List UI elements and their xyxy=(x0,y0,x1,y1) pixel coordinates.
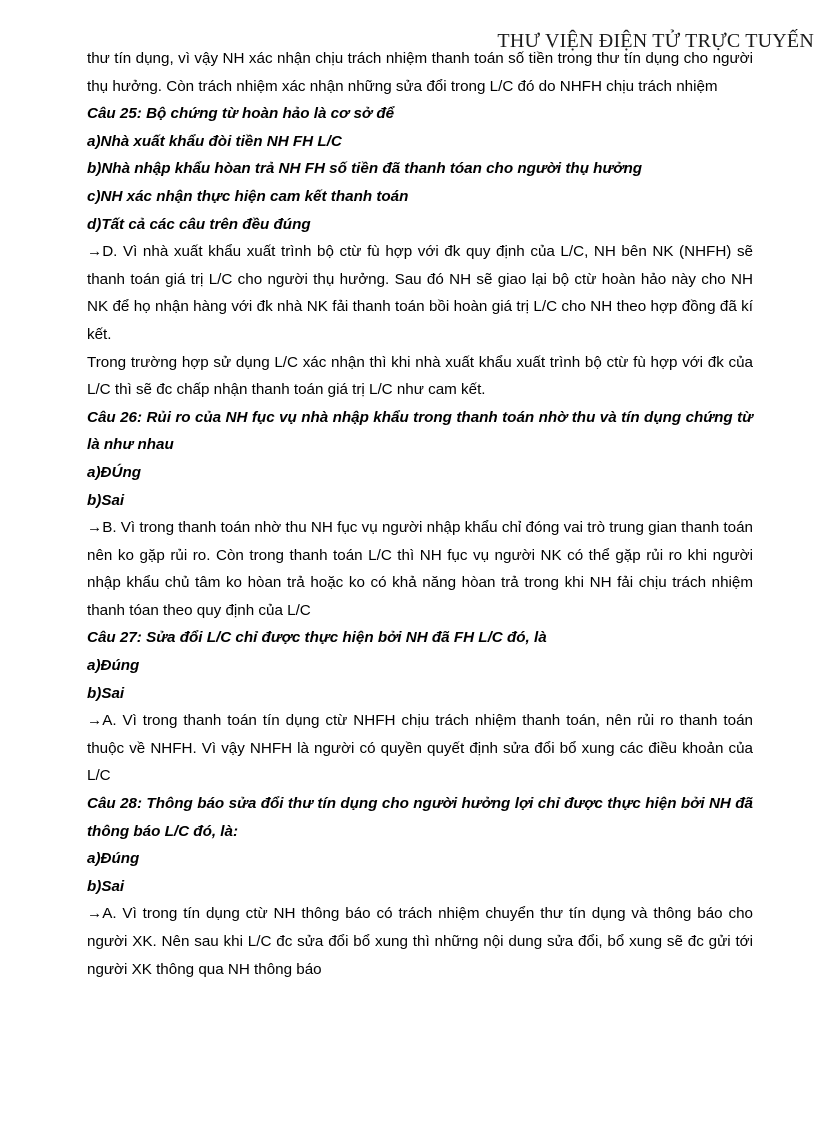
answer-explanation: →D. Vì nhà xuất khẩu xuất trình bộ ctừ fù hợp với đk quy định của L/C, NH bên NK (NHFH) sẽ thanh toán giá trị L/C cho người thụ hưởng. Sau đó NH sẽ giao lại bộ ctừ hoàn hảo này cho NH NK để họ nhận hàng với đk nhà NK fải thanh toán bồi hoàn giá trị L/C cho NH theo hợp đồng đã kí kết. xyxy=(87,243,753,343)
question-block-25 xyxy=(87,100,753,404)
answer-option: a)ĐÚng xyxy=(87,463,141,481)
answer-option: d)Tất cả các câu trên đều đúng xyxy=(87,215,311,233)
answer-explanation: →A. Vì trong tín dụng ctừ NH thông báo có trách nhiệm chuyển thư tín dụng và thông báo cho người XK. Nên sau khi L/C đc sửa đổi bổ xung thì những nội dung sửa đổi, bổ xung sẽ đc gửi tới người XK thông qua NH thông báo xyxy=(87,905,753,978)
answer-option: a)Đúng xyxy=(87,657,140,675)
question-block-26 xyxy=(87,404,753,625)
question-title: Câu 25: Bộ chứng từ hoàn hảo là cơ sở để xyxy=(87,105,395,123)
answer-explanation: →A. Vì trong thanh toán tín dụng ctừ NHFH chịu trách nhiệm thanh toán, nên rủi ro thanh toán thuộc về NHFH. Vì vậy NHFH là người có quyền quyết định sửa đổi bổ xung các điều khoản của L/C xyxy=(87,712,753,785)
answer-option: b)Sai xyxy=(87,491,125,509)
watermark-header: THƯ VIỆN ĐIỆN TỬ TRỰC TUYẾN xyxy=(497,30,814,52)
question-block-28 xyxy=(87,790,753,983)
question-block-27 xyxy=(87,624,753,790)
answer-explanation: Trong trường hợp sử dụng L/C xác nhận thì khi nhà xuất khẩu xuất trình bộ ctừ fù hợp với đk của L/C thì sẽ đc chấp nhận thanh toán giá trị L/C như cam kết. xyxy=(87,353,753,399)
answer-option: c)NH xác nhận thực hiện cam kết thanh toán xyxy=(87,187,409,205)
answer-explanation: →B. Vì trong thanh toán nhờ thu NH fục vụ người nhập khẩu chỉ đóng vai trò trung gian thanh toán nên ko gặp rủi ro. Còn trong thanh toán L/C thì NH fục vụ người NK có thể gặp rủi ro khi người nhập khẩu chủ tâm ko hòan trả hoặc ko có khả năng hòan trả trong khi NH fải chịu trách nhiệm thanh tóan theo quy định của L/C xyxy=(87,519,753,619)
question-title: Câu 28: Thông báo sửa đổi thư tín dụng cho người hưởng lợi chỉ được thực hiện bởi NH đã thông báo L/C đó, là: xyxy=(87,795,753,840)
answer-option: a)Nhà xuất khẩu đòi tiền NH FH L/C xyxy=(87,132,342,150)
intro-paragraph: thư tín dụng, vì vậy NH xác nhận chịu trách nhiệm thanh toán số tiền trong thư tín dụng cho người thụ hưởng. Còn trách nhiệm xác nhận những sửa đổi trong L/C đó do NHFH chịu trách nhiệm xyxy=(87,50,753,95)
document-body xyxy=(87,45,753,983)
answer-option: b)Sai xyxy=(87,877,125,895)
answer-option: b)Nhà nhập khẩu hòan trả NH FH số tiền đã thanh tóan cho người thụ hưởng xyxy=(87,160,643,178)
answer-option: b)Sai xyxy=(87,684,125,702)
question-title: Câu 27: Sửa đổi L/C chỉ được thực hiện bởi NH đã FH L/C đó, là xyxy=(87,629,547,647)
answer-option: a)Đúng xyxy=(87,850,140,868)
question-title: Câu 26: Rủi ro của NH fục vụ nhà nhập khẩu trong thanh toán nhờ thu và tín dụng chứng từ là như nhau xyxy=(87,408,753,454)
